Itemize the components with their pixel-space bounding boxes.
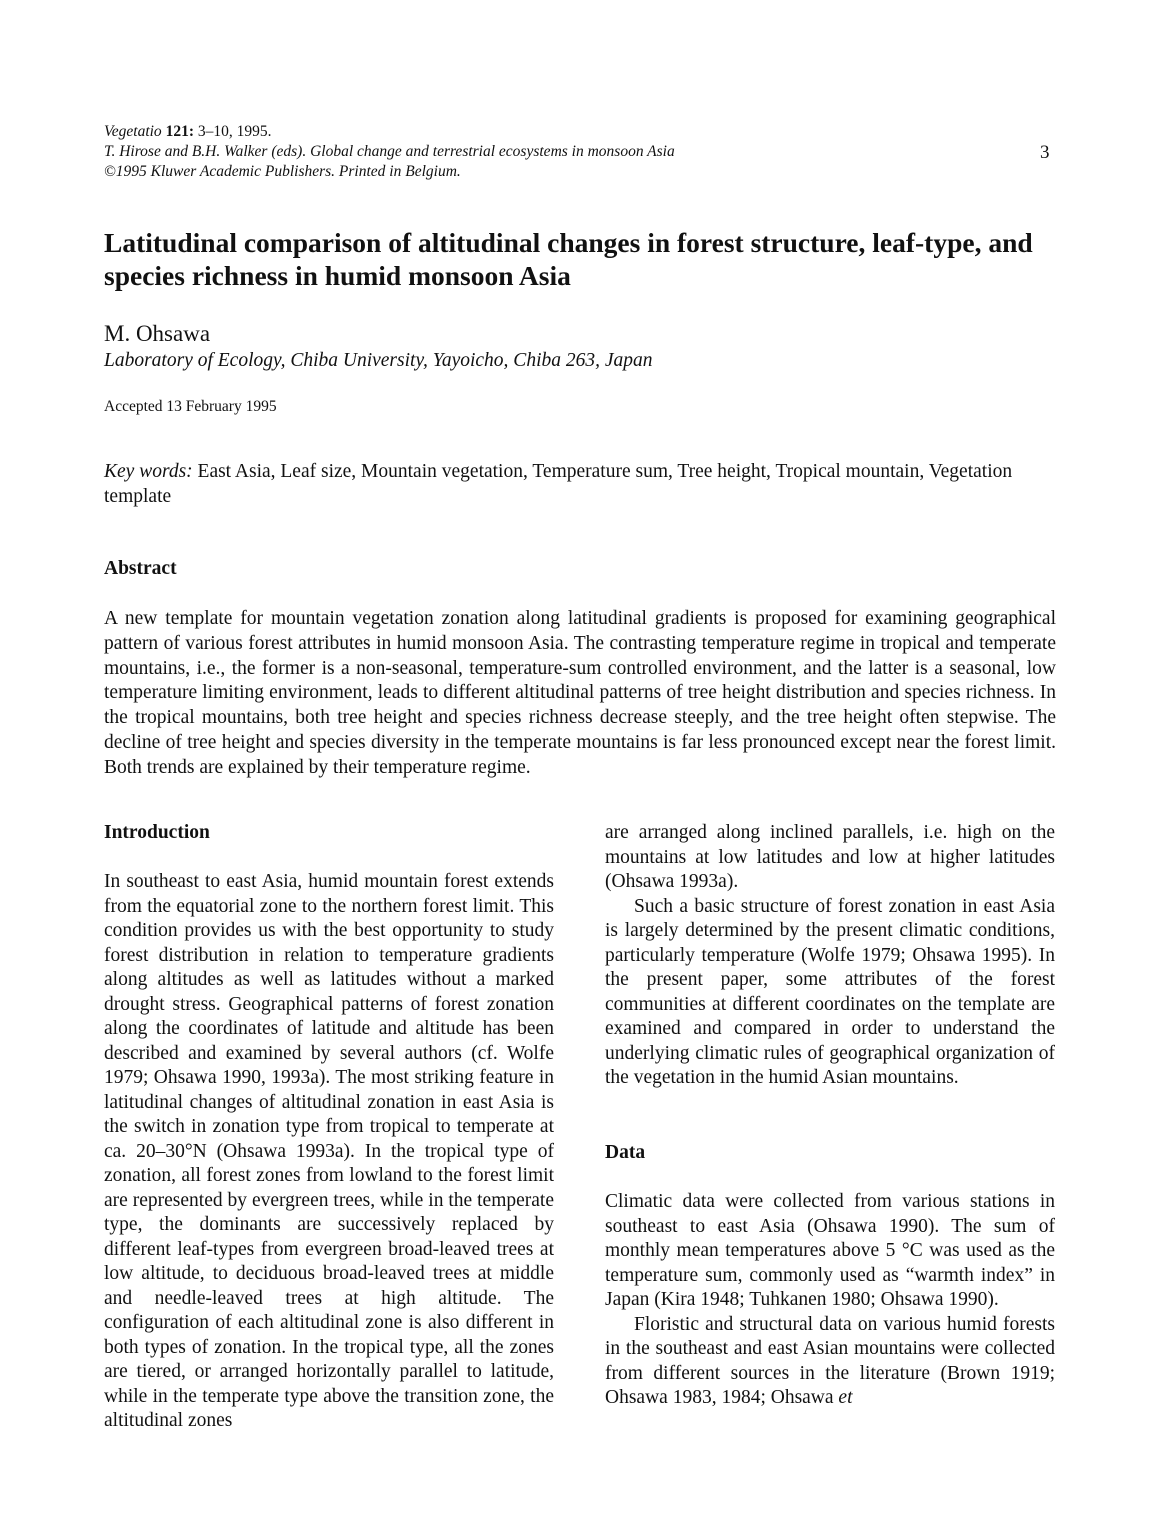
right-column-upper xyxy=(605,821,1055,1091)
journal-name: Vegetatio xyxy=(104,123,162,140)
running-header xyxy=(104,122,1044,182)
abstract-text: A new template for mountain vegetation zonation along latitudinal gradients is proposed for examining geographical pattern of various forest attributes in humid monsoon Asia. The contrasting temperature regime in tropical and temperate mountains, i.e., the former is a non-seasonal, temperature-sum controlled environment, and the latter is a seasonal, low temperature limiting environment, leads to different altitudinal patterns of tree height distribution and species richness. In the tropical mountains, both tree height and species richness decrease steeply, and the tree height often stepwise. The decline of tree height and species diversity in the temperate mountains is far less pronounced except near the forest limit. Both trends are explained by their temperature regime. xyxy=(104,608,1056,778)
article-title: Latitudinal comparison of altitudinal changes in forest structure, leaf-type, and species richness in humid monsoon Asia xyxy=(104,227,1033,291)
data-paragraph-2-text: Floristic and structural data on various humid forests in the southeast and east Asian mountains were collected from different sources in the literature (Brown 1919; Ohsawa 1983, 1984; Ohsawa xyxy=(605,1313,1055,1408)
editors-line: T. Hirose and B.H. Walker (eds). Global change and terrestrial ecosystems in monsoon Asia xyxy=(104,143,675,160)
left-column xyxy=(104,870,554,1434)
journal-volume: 121: xyxy=(165,123,194,140)
data-paragraph-2 xyxy=(605,1313,1055,1411)
keywords xyxy=(104,459,1056,509)
abstract-heading: Abstract xyxy=(104,558,177,579)
keywords-text: East Asia, Leaf size, Mountain vegetation, Temperature sum, Tree height, Tropical mountain, Vegetation template xyxy=(104,461,1013,507)
right-column-lower xyxy=(605,1190,1055,1411)
introduction-paragraph-1-continued: are arranged along inclined parallels, i.e. high on the mountains at low latitudes and low at higher latitudes (Ohsawa 1993a). xyxy=(605,822,1055,892)
introduction-paragraph-1: In southeast to east Asia, humid mountain forest extends from the equatorial zone to the northern forest limit. This condition provides us with the best opportunity to study forest distribution in relation to temperature gradients along altitudes as well as latitudes without a marked drought stress. Geographical patterns of forest zonation along the coordinates of latitude and altitude has been described and examined by several authors (cf. Wolfe 1979; Ohsawa 1990, 1993a). The most striking feature in latitudinal changes of altitudinal zonation in east Asia is the switch in zonation type from tropical to temperate at ca. 20–30°N (Ohsawa 1993a). In the tropical type of zonation, all forest zones from lowland to the forest limit are represented by evergreen trees, while in the temperate type, the dominants are successively replaced by different leaf-types from evergreen broad-leaved trees at low altitude, to deciduous broad-leaved trees at middle and needle-leaved trees at high altitude. The configuration of each altitudinal zone is also different in both types of zonation. In the tropical type, all the zones are tiered, or arranged horizontally parallel to latitude, while in the temperate type above the transition zone, the altitudinal zones xyxy=(104,871,554,1431)
data-paragraph-2-et: et xyxy=(838,1387,853,1408)
keywords-label: Key words: xyxy=(104,461,193,482)
accepted-date: Accepted 13 February 1995 xyxy=(104,398,277,415)
journal-pages-year: 3–10, 1995. xyxy=(197,123,272,140)
author-name: M. Ohsawa xyxy=(104,321,211,346)
copyright-line: ©1995 Kluwer Academic Publishers. Printed in Belgium. xyxy=(104,163,461,180)
introduction-heading: Introduction xyxy=(104,822,210,843)
page-number: 3 xyxy=(1040,142,1050,163)
data-heading: Data xyxy=(605,1142,646,1163)
citation-line xyxy=(104,122,1044,142)
introduction-paragraph-2: Such a basic structure of forest zonation in east Asia is largely determined by the present climatic conditions, particularly temperature (Wolfe 1979; Ohsawa 1995). In the present paper, some attributes of the forest communities at different coordinates on the template are examined and compared in order to understand the underlying climatic rules of geographical organization of the vegetation in the humid Asian mountains. xyxy=(605,895,1055,1088)
author-affiliation: Laboratory of Ecology, Chiba University, Yayoicho, Chiba 263, Japan xyxy=(104,350,653,371)
data-paragraph-1: Climatic data were collected from various stations in southeast to east Asia (Ohsawa 1990). The sum of monthly mean temperatures above 5 °C was used as the temperature sum, commonly used as “warmth index” in Japan (Kira 1948; Tuhkanen 1980; Ohsawa 1990). xyxy=(605,1191,1055,1310)
